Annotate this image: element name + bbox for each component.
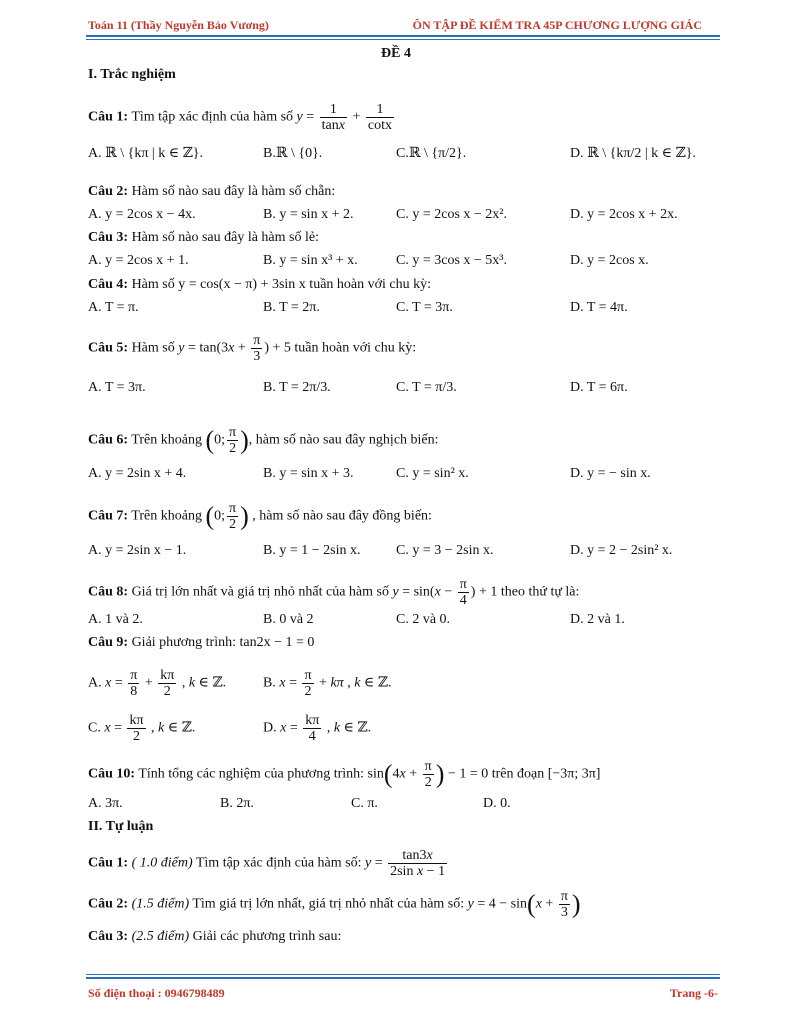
- q3-option-d: D. y = 2cos x.: [570, 253, 649, 268]
- q10-option-a: A. 3π.: [88, 796, 123, 811]
- q6-option-a: A. y = 2sin x + 4.: [88, 466, 187, 481]
- q6-option-b: B. y = sin x + 3.: [263, 466, 354, 481]
- header-left: Toán 11 (Thầy Nguyễn Bảo Vương): [88, 18, 269, 32]
- question-8: Câu 8: Giá trị lớn nhất và giá trị nhỏ nhất của hàm số y = sin(x − $\frac{\pi}{4}$ ) + 1 theo thứ tự là:: [88, 577, 580, 608]
- question-9: Câu 9: Giải phương trình: tan2x − 1 = 0: [88, 635, 315, 650]
- footer-page-number: Trang -6-: [669, 986, 718, 1000]
- q10-option-d: D. 0.: [483, 796, 511, 811]
- essay-question-3: Câu 3: (2.5 điểm) Giải các phương trình sau:: [88, 929, 342, 944]
- q2-option-b: B. y = sin x + 2.: [263, 207, 354, 222]
- question-10: Câu 10: Tính tổng các nghiệm của phương trình: sin(4x + $\frac{\pi}{2}$ ) − 1 = 0 trên đoạn [−3π; 3π]: [88, 759, 601, 790]
- footer-phone: Số điện thoại : 0946798489: [88, 986, 225, 1000]
- q3-option-c: C. y = 3cos x − 5x³.: [396, 253, 507, 268]
- q4-option-a: A. T = π.: [88, 300, 139, 315]
- essay-question-1: Câu 1: ( 1.0 điểm) Tìm tập xác định của hàm số: y = $\frac{\tan 3x}{\text{2sin x − 1}}$: [88, 848, 446, 879]
- q4-option-b: B. T = 2π.: [263, 300, 320, 315]
- question-7: Câu 7: Trên khoảng (0; $\frac{\pi}{2}$ ) , hàm số nào sau đây đồng biến:: [88, 501, 432, 532]
- q7-option-b: B. y = 1 − 2sin x.: [263, 543, 361, 558]
- q6-option-d: D. y = − sin x.: [570, 466, 651, 481]
- question-5: Câu 5: Hàm số y = tan(3x + $\frac{\pi}{3}$ ) + 5 tuần hoàn với chu kỳ:: [88, 333, 417, 364]
- q9-option-c: C. x = $\frac{k\pi}{2}$ , k ∈ ℤ.: [88, 713, 196, 744]
- q2-option-a: A. y = 2cos x − 4x.: [88, 207, 196, 222]
- header-right: ÔN TẬP ĐỀ KIỂM TRA 45P CHƯƠNG LƯỢNG GIÁC: [412, 18, 702, 32]
- q5-option-c: C. T = π/3.: [396, 380, 457, 395]
- q1-option-a: A. ℝ \ {kπ | k ∈ ℤ}.: [88, 146, 204, 161]
- header-rule-thin: [86, 39, 720, 40]
- q9-option-a: A. x = $\frac{\pi}{8}$ + $\frac{k\pi}{2}$ , k ∈ ℤ.: [88, 668, 227, 699]
- q1-option-b: B.ℝ \ {0}.: [263, 146, 323, 161]
- exam-title: ĐỀ 4: [381, 46, 411, 61]
- q7-option-c: C. y = 3 − 2sin x.: [396, 543, 494, 558]
- q6-option-c: C. y = sin² x.: [396, 466, 469, 481]
- q2-option-d: D. y = 2cos x + 2x.: [570, 207, 678, 222]
- footer-rule-thin: [86, 974, 720, 975]
- q3-option-b: B. y = sin x³ + x.: [263, 253, 358, 268]
- q1-option-d: D. ℝ \ {kπ/2 | k ∈ ℤ}.: [570, 146, 696, 161]
- question-6: Câu 6: Trên khoảng (0; $\frac{\pi}{2}$ ), hàm số nào sau đây nghịch biến:: [88, 425, 439, 456]
- q8-option-d: D. 2 và 1.: [570, 612, 625, 627]
- q4-option-d: D. T = 4π.: [570, 300, 628, 315]
- q7-option-a: A. y = 2sin x − 1.: [88, 543, 187, 558]
- question-4: Câu 4: Hàm số y = cos(x − π) + 3sin x tuần hoàn với chu kỳ:: [88, 277, 432, 292]
- q8-option-a: A. 1 và 2.: [88, 612, 143, 627]
- footer-rule: [86, 977, 720, 979]
- question-2: Câu 2: Hàm số nào sau đây là hàm số chẵn:: [88, 184, 336, 199]
- q10-option-b: B. 2π.: [220, 796, 254, 811]
- header-rule: [86, 35, 720, 37]
- q5-option-d: D. T = 6π.: [570, 380, 628, 395]
- q9-option-b: B. x = $\frac{\pi}{2}$ + kπ , k ∈ ℤ.: [263, 668, 392, 699]
- q1-option-c: C.ℝ \ {π/2}.: [396, 146, 467, 161]
- q2-option-c: C. y = 2cos x − 2x².: [396, 207, 507, 222]
- question-1: Câu 1: Tìm tập xác định của hàm số y = $\frac{1}{\tan x}$ + $\frac{1}{\cot x}$: [88, 102, 393, 133]
- section-multiple-choice: I. Trắc nghiệm: [88, 67, 176, 82]
- q7-option-d: D. y = 2 − 2sin² x.: [570, 543, 673, 558]
- q10-option-c: C. π.: [351, 796, 378, 811]
- q5-option-b: B. T = 2π/3.: [263, 380, 331, 395]
- q5-option-a: A. T = 3π.: [88, 380, 146, 395]
- essay-question-2: Câu 2: (1.5 điểm) Tìm giá trị lớn nhất, giá trị nhỏ nhất của hàm số: y = 4 − sin(x + $\frac{\pi}{3}$ ): [88, 889, 581, 920]
- question-3: Câu 3: Hàm số nào sau đây là hàm số lẻ:: [88, 230, 319, 245]
- section-essay: II. Tự luận: [88, 819, 154, 834]
- q4-option-c: C. T = 3π.: [396, 300, 453, 315]
- q8-option-c: C. 2 và 0.: [396, 612, 451, 627]
- q9-option-d: D. x = $\frac{k\pi}{4}$ , k ∈ ℤ.: [263, 713, 372, 744]
- q8-option-b: B. 0 và 2: [263, 612, 314, 627]
- q3-option-a: A. y = 2cos x + 1.: [88, 253, 189, 268]
